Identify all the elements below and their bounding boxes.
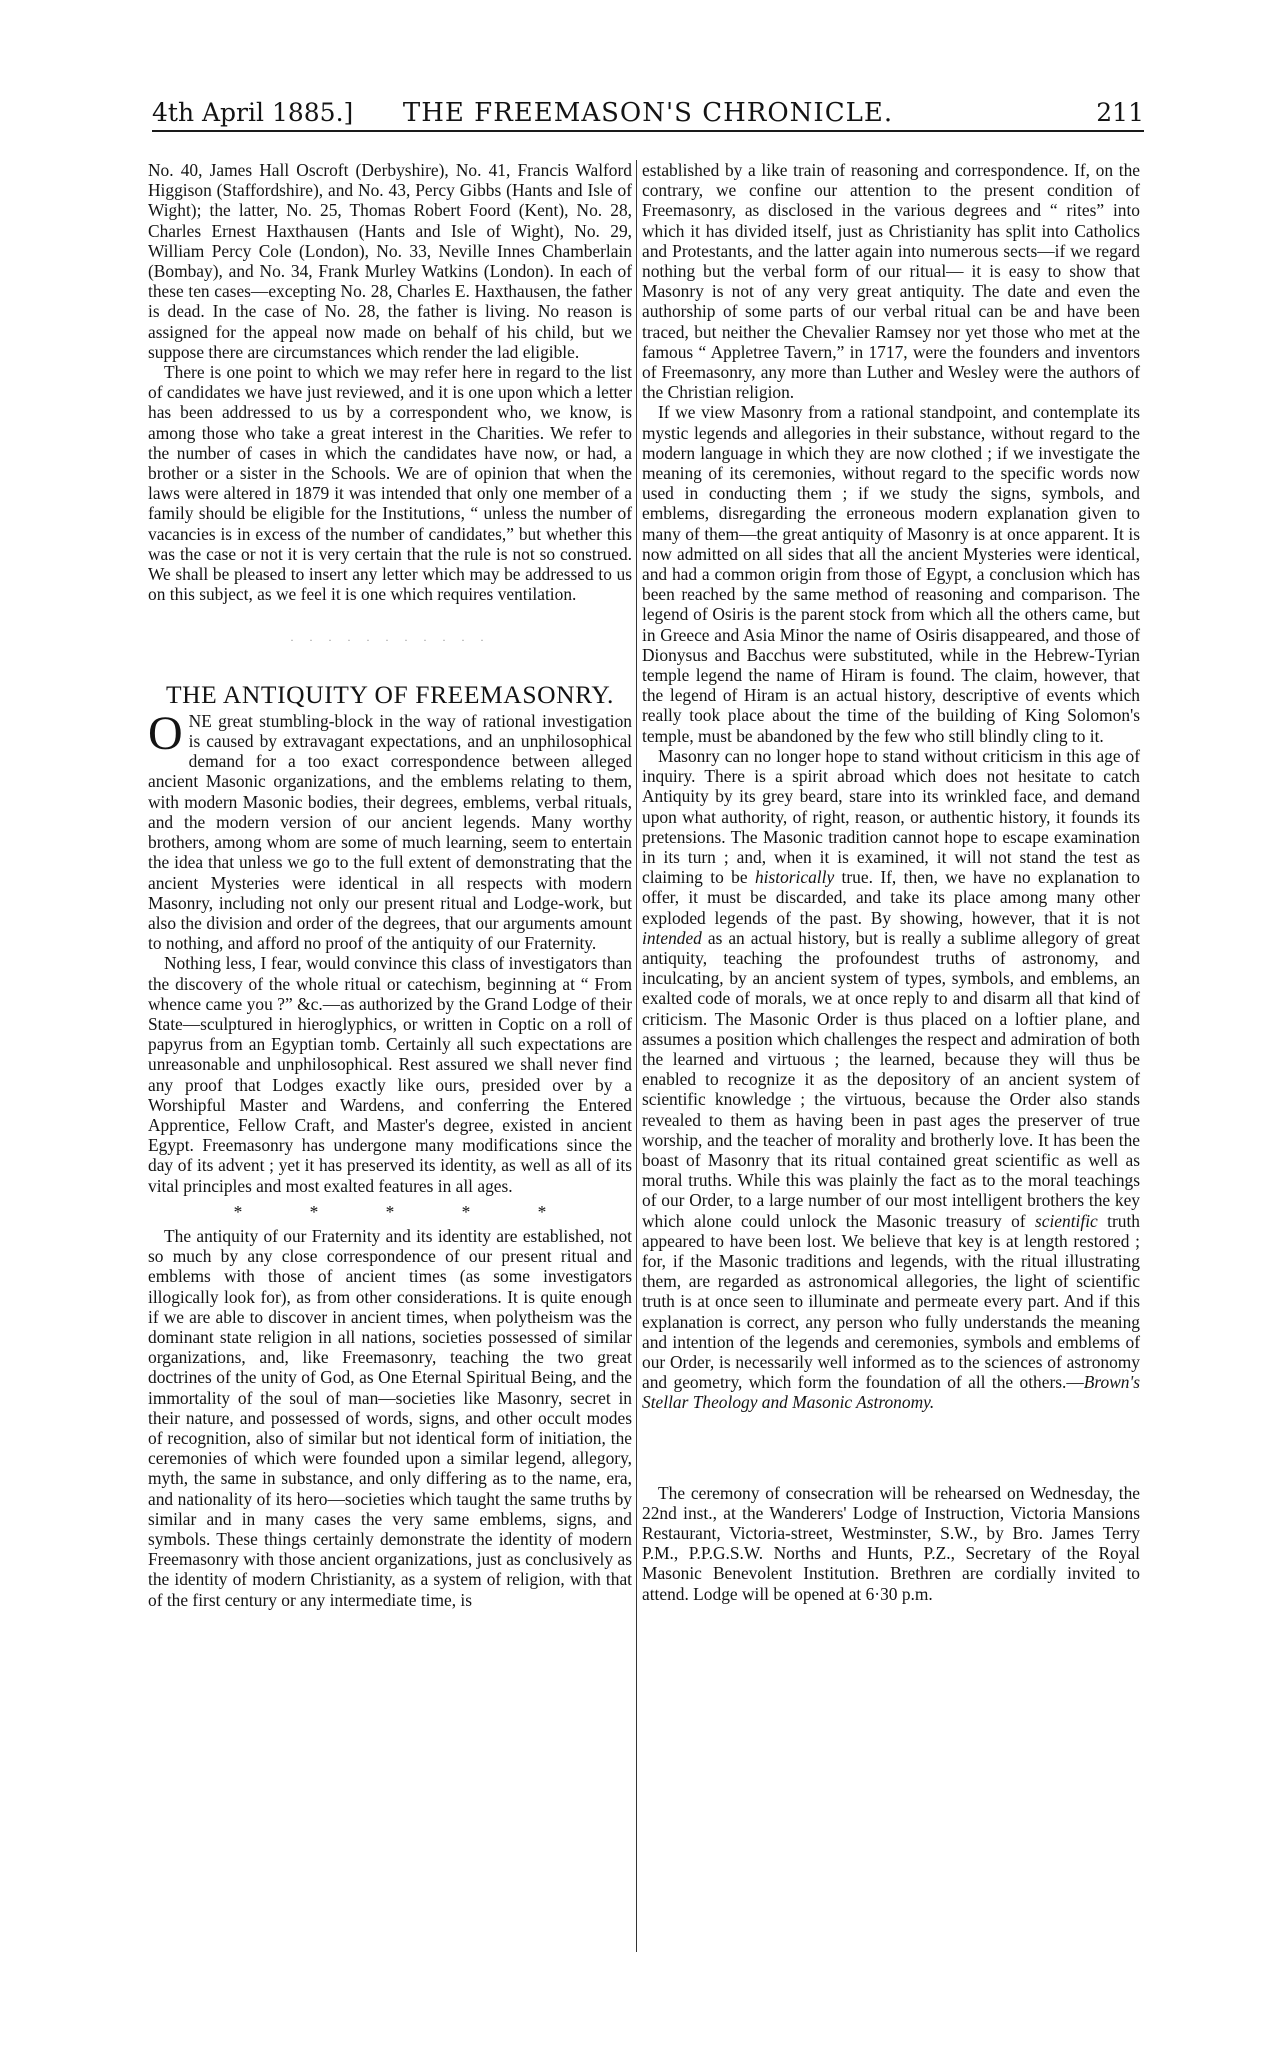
article-title: THE ANTIQUITY OF FREEMASONRY. <box>165 679 615 709</box>
article-paragraph-1 <box>148 706 632 954</box>
asterisk: * <box>385 1201 395 1222</box>
article-paragraph-3: The antiquity of our Fraternity and its identity are established, not so much by any close correspondence of our present ritual and emblems with those of ancient times (as some investigators illogically look for), as from other considerations. It is quite enough if we are able to discover in ancient times, when polytheism was the dominant state religion in all nations, societies possessed of similar organizations, and, like Freemasonry, teaching the two great doctrines of the unity of God, as One Eternal Spiritual Being, and the immortality of the soul of man—societies like Masonry, secret in their nature, and possessed of words, signs, and other occult modes of recognition, also of similar but not identical form of initiation, the ceremonies of which were founded upon a similar legend, allegory, myth, the same in substance, and only differing as to the name, era, and nationality of its hero—societies which taught the same truths by similar and in many cases the very same emblems, signs, and symbols. These things certainly demonstrate the identity of modern Freemasonry with those ancient organizations, just as conclusively as the identity of modern Christianity, as a system of religion, with that of the first century or any intermediate time, is <box>148 1225 632 1610</box>
text-run: truth appeared to have been lost. We believe that key is at length restored ; for, if the Masonic traditions and legends, with the ritual illustrating them, are regarded as astronomical allegories, the light of scientific truth is at once seen to illuminate and permeate every part. And if this explanation is correct, any person who fully understands the meaning and intention of the legends and ceremonies, symbols and emblems of our Order, is necessarily well informed as to the sciences of astronomy and geometry, which form the foundation of all the others.— <box>642 1210 1140 1393</box>
page-number: 211 <box>1096 98 1144 127</box>
consecration-notice: The ceremony of consecration will be rehearsed on Wednesday, the 22nd inst., at the Wanderers' Lodge of Instruction, Victoria Mansions Restaurant, Victoria-street, Westminster, S.W., by Bro. James Terry P.M., P.P.G.S.W. Norths and Hunts, P.Z., Secretary of the Royal Masonic Benevolent Institution. Brethren are cordially invited to attend. Lodge will be opened at 6·30 p.m. <box>642 1482 1140 1604</box>
issue-date: 4th April 1885.] <box>152 98 354 127</box>
continuation-paragraph: established by a like train of reasoning and correspondence. If, on the contrary, we confine our attention to the present condition of Freemasonry, as disclosed in the various degrees and “ rites” into which it has divided itself, just as Christianity has split into Catholics and Protestants, and the latter again into numerous sects—if we regard nothing but the verbal form of our ritual— it is easy to show that Masonry is not of any very great antiquity. The date and even the authorship of some parts of our verbal ritual can be and have been traced, but neither the Chevalier Ramsey nor yet those who met at the famous “ Appletree Tavern,” in 1717, were the founders and inventors of Freemasonry, any more than Luther and Wesley were the authors of the Christian religion. <box>642 160 1140 403</box>
section-ornament: · · · · · · · · · · · <box>290 633 490 648</box>
article-paragraph-2: Nothing less, I fear, would convince this class of investigators than the discovery of the whole ritual or catechism, beginning at “ From whence came you ?” &c.—as authorized by the Grand Lodge of their State—sculptured in hieroglyphics, or written in Coptic on a roll of papyrus from an Egyptian tomb. Certainly all such expectations are unreasonable and unphilosophical. Rest assured we shall never find any proof that Lodges exactly like ours, presided over by a Worshipful Master and Wardens, and conferring the Entered Apprentice, Fellow Craft, and Master's degree, existed in ancient Egypt. Freemasonry has undergone many modifications since the day of its advent ; yet it has preserved its identity, as well as all of its vital principles and most exalted features in all ages. <box>148 953 632 1196</box>
right-column <box>642 160 1140 1604</box>
asterisk: * <box>537 1201 547 1222</box>
column-divider <box>636 160 637 1952</box>
source-citation: Brown's Stellar Theology and Masonic Astronomy. <box>642 1372 1140 1413</box>
masthead-title: THE FREEMASON'S CHRONICLE. <box>402 98 894 128</box>
italic-run: historically <box>754 867 835 888</box>
text-run: as an actual history, but is really a sublime allegory of great antiquity, teaching the profoundest truths of astronomy, and inculcating, by an ancient system of types, symbols, and emblems, an exalted code of morals, we at once reply to and disarm all that kind of criticism. The Masonic Order is thus placed on a loftier plane, and assumes a position which challenges the respect and admiration of both the learned and virtuous ; the learned, because they will thus be enabled to recognize it as the depository of an ancient system of scientific knowledge ; the virtuous, because the Order also stands revealed to them as having been in past ages the preserver of true worship, and the teacher of morality and brotherly love. It has been the boast of Masonry that its ritual contained great scientific as well as moral truths. While this was plainly the fact as to the moral teachings of our Order, to a large number of our most intelligent brothers the key which alone could unlock the Masonic treasury of <box>642 927 1140 1231</box>
spacer <box>642 1413 1140 1483</box>
asterisk: * <box>233 1201 243 1222</box>
header-rule <box>152 130 1144 132</box>
page-header <box>152 98 1144 130</box>
article-paragraph-1-text: NE great stumbling-block in the way of rational investigation is caused by extravagant expectations, and an unphilosophical demand for a too exact correspondence between alleged ancient Masonic organizations, and the emblems relating to them, with modern Masonic bodies, their degrees, emblems, verbal rituals, and the modern version of our ancient legends. Many worthy brothers, among whom are some of much learning, seem to entertain the idea that unless we go to the full extent of demonstrating that the ancient Mysteries were identical in all respects with modern Masonry, including not only our present ritual and Lodge-work, but also the division and order of the degrees, that our arguments amount to nothing, and afford no proof of the antiquity of our Fraternity. <box>148 710 632 954</box>
italic-run: intended <box>642 927 702 948</box>
schools-paragraph: There is one point to which we may refer here in regard to the list of candidates we have just reviewed, and it is one upon which a letter has been addressed to us by a correspondent who, we know, is among those who take a great interest in the Charities. We refer to the number of cases in which the candidates have now, or had, a brother or a sister in the Schools. We are of opinion that when the laws were altered in 1879 it was intended that only one member of a family should be eligible for the Institutions, “ unless the number of vacancies is in excess of the number of candidates,” but whether this was the case or not it is very certain that the rule is not so construed. We shall be pleased to insert any letter which may be addressed to us on this subject, as we feel it is one which requires ventilation. <box>148 362 632 605</box>
asterisk: * <box>309 1201 319 1222</box>
asterisk-divider <box>148 1202 632 1222</box>
rational-standpoint-paragraph: If we view Masonry from a rational standpoint, and contemplate its mystic legends and allegories in their substance, without regard to the modern language in which they are now clothed ; if we investigate the meaning of its ceremonies, without regard to the specific words now used in conducting them ; if we study the signs, symbols, and emblems, disregarding the erroneous modern explanation given to many of them—the great antiquity of Masonry is at once apparent. It is now admitted on all sides that all the ancient Mysteries were identical, and had a common origin from those of Egypt, a conclusion which has been reached by the same method of reasoning and comparison. The legend of Osiris is the parent stock from which all the others came, but in Greece and Asia Minor the name of Osiris disappeared, and those of Dionysus and Bacchus were substituted, while in the Hebrew-Tyrian temple legend the name of Hiram is found. The claim, however, that the legend of Hiram is an actual history, descriptive of events which really took place about the time of the building of King Solomon's temple, must be abandoned by the few who still blindly cling to it. <box>642 402 1140 746</box>
text-run: Masonry can no longer hope to stand without criticism in this age of inquiry. There is a spirit abroad which does not hesitate to catch Antiquity by its grey beard, stare into its wrinkled face, and demand upon what authority, of right, reason, or authentic history, it founds its pretensions. The Masonic tradition cannot hope to escape examination in its turn ; and, when it is examined, it will not stand the test as claiming to be <box>642 745 1140 888</box>
italic-run: scientific <box>1034 1210 1098 1231</box>
criticism-paragraph <box>642 746 1140 1413</box>
drop-cap: O <box>148 706 183 760</box>
text-run: true. If, then, we have no explanation to offer, it must be discarded, and take its place among many other exploded legends of the past. By showing, however, that it is not <box>642 867 1140 928</box>
candidates-paragraph: No. 40, James Hall Oscroft (Derbyshire), No. 41, Francis Walford Higgison (Staffordshire), and No. 43, Percy Gibbs (Hants and Isle of Wight); the latter, No. 25, Thomas Robert Foord (Kent), No. 28, Charles Ernest Haxthausen (Hants and Isle of Wight), No. 29, William Percy Cole (London), No. 33, Neville Innes Chamberlain (Bombay), and No. 34, Frank Murley Watkins (London). In each of these ten cases—excepting No. 28, Charles E. Haxthausen, the father is dead. In the case of No. 28, the father is living. No reason is assigned for the appeal now made on behalf of his child, but we suppose there are circumstances which render the lad eligible. <box>148 160 632 362</box>
asterisk: * <box>461 1201 471 1222</box>
left-column <box>148 160 632 1610</box>
